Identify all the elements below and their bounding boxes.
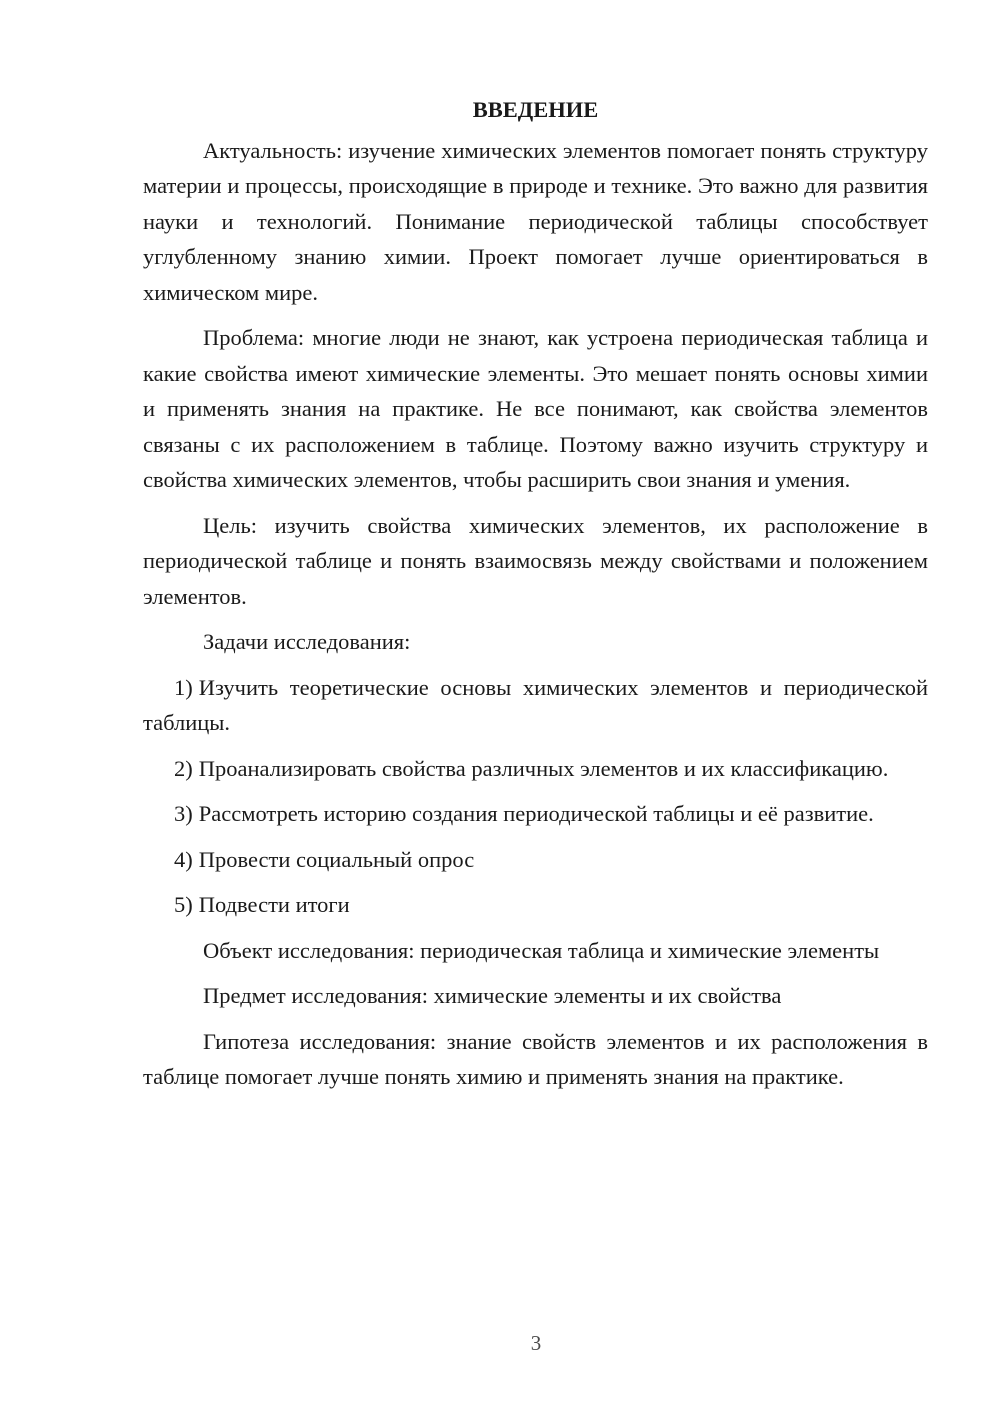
task-item-4 xyxy=(143,842,928,878)
task-item-3 xyxy=(143,796,928,832)
section-heading: ВВЕДЕНИЕ xyxy=(472,97,599,122)
task-text: Провести социальный опрос xyxy=(198,846,475,872)
problem-paragraph: Проблема: многие люди не знают, как устроена периодическая таблица и какие свойства имеют химические элементы. Это мешает понять основы химии и применять знания на практике. Не все понимают, как свойства элементов связаны с их расположением в таблице. Поэтому важно изучить структуру и свойства химических элементов, чтобы расширить свои знания и умения. xyxy=(143,325,928,492)
task-number: 5) xyxy=(174,892,193,917)
subject-paragraph: Предмет исследования: химические элементы и их свойства xyxy=(203,983,782,1008)
task-item-1 xyxy=(143,670,928,741)
tasks-title: Задачи исследования: xyxy=(203,629,411,654)
task-text: Изучить теоретические основы химических элементов и периодической таблицы. xyxy=(143,674,928,735)
task-text: Проанализировать свойства различных элементов и их классификацию. xyxy=(198,755,889,781)
task-number: 4) xyxy=(174,846,193,872)
hypothesis-paragraph: Гипотеза исследования: знание свойств элементов и их расположения в таблице помогает лучше понять химию и применять знания на практике. xyxy=(143,1028,928,1089)
task-number: 2) xyxy=(174,755,193,781)
task-item-5 xyxy=(143,887,928,923)
goal-paragraph: Цель: изучить свойства химических элементов, их расположение в периодической таблице и понять взаимосвязь между свойствами и положением элементов. xyxy=(143,512,928,609)
task-item-2 xyxy=(143,751,928,787)
relevance-paragraph: Актуальность: изучение химических элементов помогает понять структуру материи и процессы, происходящие в природе и технике. Это важно для развития науки и технологий. Понимание периодической таблицы способствует углубленному знанию химии. Проект помогает лучше ориентироваться в химическом мире. xyxy=(143,137,928,305)
task-text: Рассмотреть историю создания периодической таблицы и её развитие. xyxy=(198,801,874,826)
task-number: 3) xyxy=(174,801,193,826)
task-text: Подвести итоги xyxy=(198,892,350,917)
task-number: 1) xyxy=(174,674,193,700)
page-number: 3 xyxy=(530,1331,542,1355)
page-content xyxy=(143,92,928,1105)
object-paragraph: Объект исследования: периодическая таблица и химические элементы xyxy=(203,937,880,963)
